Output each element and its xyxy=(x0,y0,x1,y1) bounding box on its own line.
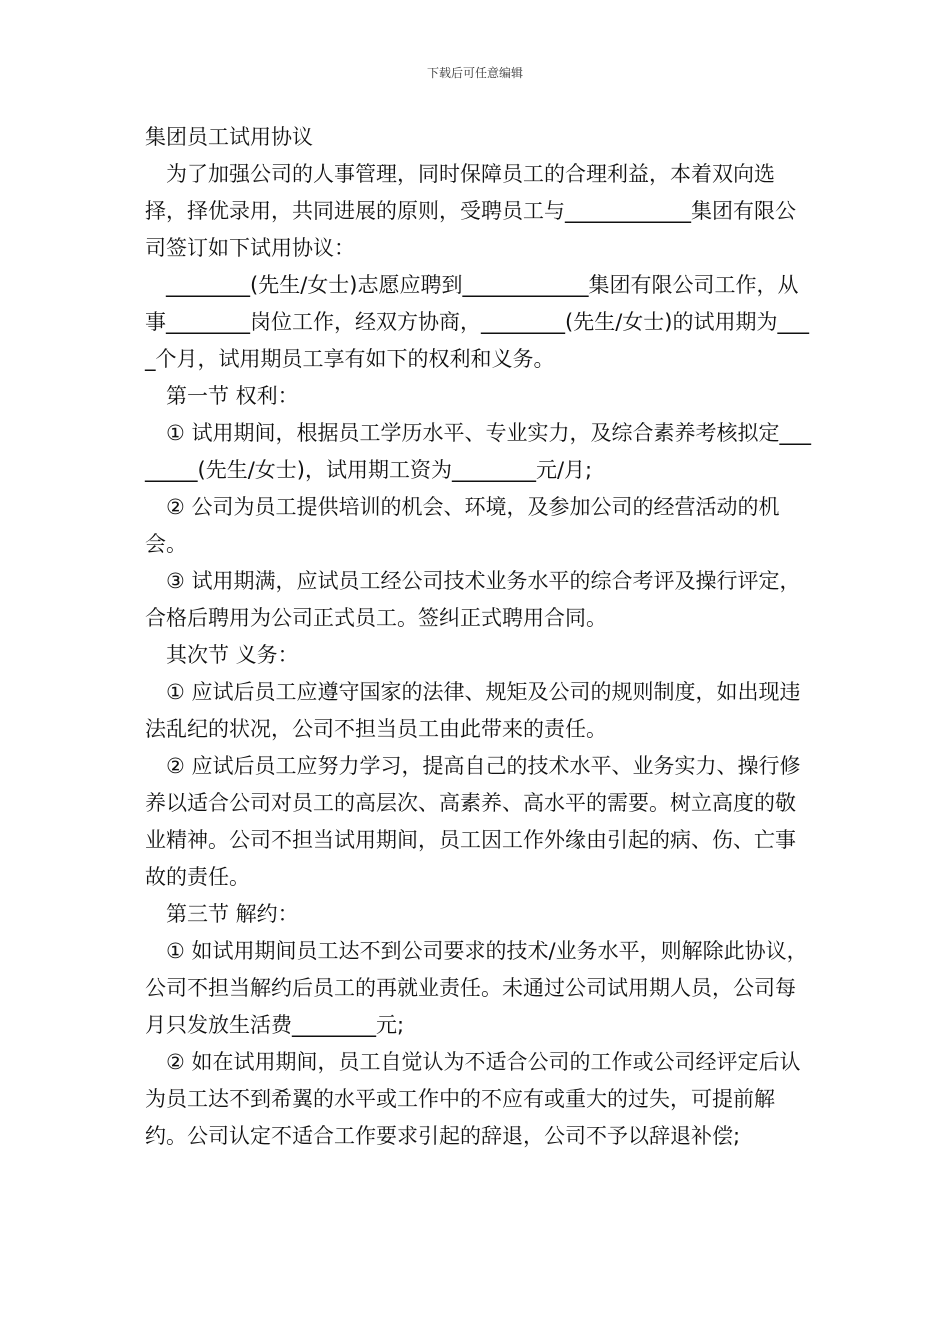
applicant-paragraph: ________(先生/女士)志愿应聘到____________集团有限公司工作，从事________岗位工作，经双方协商，________(先生/女士)的试用期为____个月，试用期员工享有如下的权利和义务。 xyxy=(145,273,809,371)
section-rights-heading: 第一节 权利： xyxy=(166,384,299,408)
page-header-note: 下载后可任意编辑 xyxy=(426,66,523,80)
document-title: 集团员工试用协议 xyxy=(145,125,313,149)
duties-item-2: ② 应试后员工应努力学习，提高自己的技术水平、业务实力、操行修养以适合公司对员工的高层次、高素养、高水平的需要。树立高度的敬业精神。公司不担当试用期间，员工因工作外缘由引起的病、伤、亡事故的责任。 xyxy=(145,754,801,889)
section-termination-heading: 第三节 解约： xyxy=(166,902,299,926)
termination-item-2: ② 如在试用期间，员工自觉认为不适合公司的工作或公司经评定后认为员工达不到希翼的水平或工作中的不应有或重大的过失，可提前解约。公司认定不适合工作要求引起的辞退，公司不予以辞退补偿; xyxy=(145,1050,801,1148)
rights-item-3: ③ 试用期满，应试员工经公司技术业务水平的综合考评及操行评定，合格后聘用为公司正式员工。签纠正式聘用合同。 xyxy=(145,569,801,630)
duties-item-1: ① 应试后员工应遵守国家的法律、规矩及公司的规则制度，如出现违法乱纪的状况，公司不担当员工由此带来的责任。 xyxy=(145,680,801,741)
section-duties-heading: 其次节 义务： xyxy=(166,643,299,667)
rights-item-1: ① 试用期间，根据员工学历水平、专业实力，及综合素养考核拟定________(先生/女士)，试用期工资为________元/月; xyxy=(145,421,811,482)
document-body xyxy=(145,119,815,1155)
termination-item-1: ① 如试用期间员工达不到公司要求的技术/业务水平，则解除此协议，公司不担当解约后员工的再就业责任。未通过公司试用期人员，公司每月只发放生活费________元; xyxy=(145,939,808,1037)
intro-paragraph: 为了加强公司的人事管理，同时保障员工的合理利益，本着双向选择，择优录用，共同进展的原则，受聘员工与____________集团有限公司签订如下试用协议： xyxy=(145,162,796,260)
rights-item-2: ② 公司为员工提供培训的机会、环境，及参加公司的经营活动的机会。 xyxy=(145,495,780,556)
